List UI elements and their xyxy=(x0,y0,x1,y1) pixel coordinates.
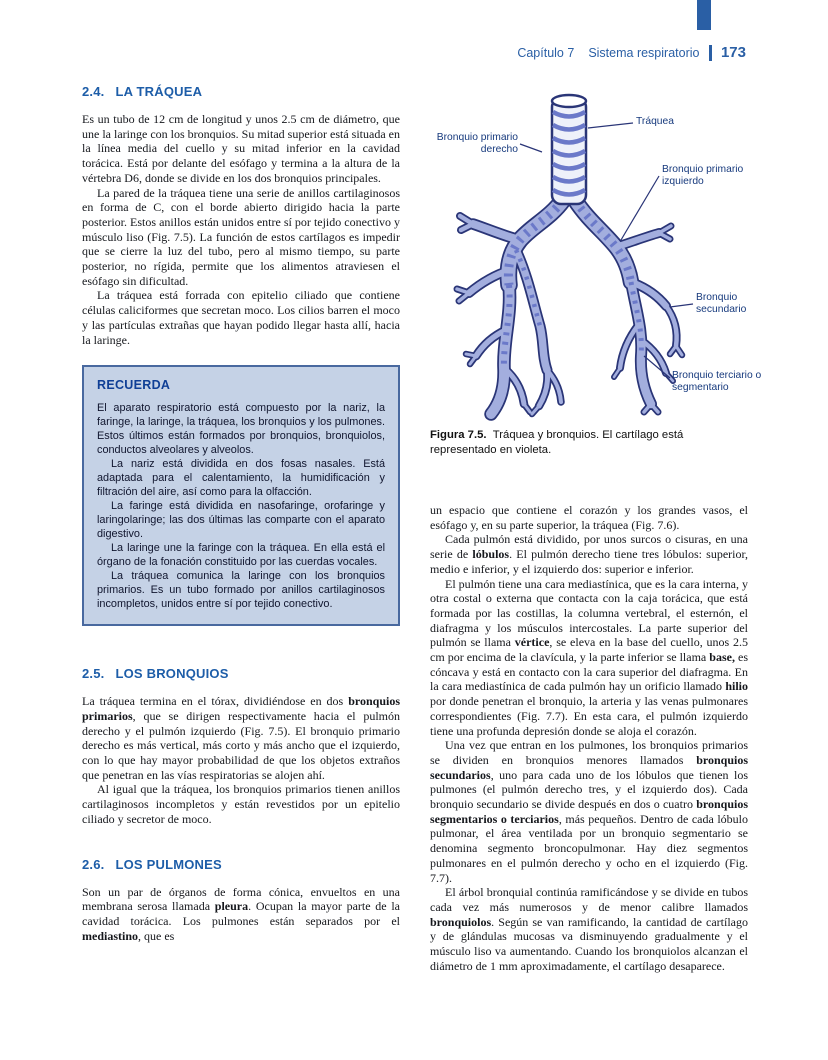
figure-caption xyxy=(430,428,748,457)
paragraph: El pulmón tiene una cara mediastínica, que es la cara interna, y otra costal o externa que contacta con la caja torácica, que está formada por las costillas, la columna vertebral, el esternón, el diafragma y los músculos intercostales. La parte superior del pulmón se llama vértice, se eleva en la base del cuello, unos 2.5 cm por encima de la clavícula, y la parte inferior se llama base, es cóncava y está en contacto con la cara superior del diafragma. En la cara mediastínica de cada pulmón hay un orificio llamado hilio por donde penetran el bronquio, la arteria y las venas pulmonares correspondientes (Fig. 7.7). En esta cara, el pulmón izquierdo tiene una profunda depresión donde se aloja el corazón. xyxy=(430,576,748,738)
header-section-title: Sistema respiratorio xyxy=(588,45,700,60)
heading-title: LOS PULMONES xyxy=(115,856,222,872)
paragraph: La pared de la tráquea tiene una serie de anillos cartilaginosos en forma de C, con el borde abierto dirigido hacia la parte posterior. Estos anillos están unidos entre sí por tejido conectivo y músculo liso (Fig. 7.5). La función de estos cartílagos es impedir que se cierre la luz del tubo, pero al mismo tiempo, su parte posterior, no rígida, permite que los alimentos atraviesen el esófago sin dificultad. xyxy=(82,185,400,288)
recuerda-paragraph: La laringe une la faringe con la tráquea. En ella está el órgano de la fonación constituido por las cuerdas vocales. xyxy=(97,542,385,569)
figure-label-secondary-bronchus: Bronquio secundario xyxy=(696,292,747,315)
paragraph: La tráquea está forrada con epitelio ciliado que contiene células caliciformes que secretan moco. Los cilios barren el moco y las partículas extrañas que hayan podido llegar hasta allí, hacia la laringe. xyxy=(82,288,400,347)
section-los-bronquios xyxy=(82,666,400,826)
figure-caption-label: Figura 7.5. xyxy=(430,429,487,441)
paragraph: La tráquea termina en el tórax, dividiéndose en dos bronquios primarios, que se dirigen respectivamente hacia el pulmón derecho y el pulmón izquierdo (Fig. 7.5). El bronquio primario derecho es más vertical, más corto y más ancho que el izquierdo, con lo que hay mayor probabilidad de que los objetos extraños que penetran en las vías respiratorias se alojen ahí. xyxy=(82,694,400,782)
right-column-text xyxy=(430,503,748,974)
header-separator-rule xyxy=(709,45,712,61)
chapter-tab-marker xyxy=(697,0,711,30)
recuerda-paragraph: El aparato respiratorio está compuesto por la nariz, la faringe, la laringe, la tráquea, los bronquios y los pulmones. Estos últimos están formados por bronquios, bronquiolos, conductos alveolares y alveolos. xyxy=(97,402,385,457)
paragraph: Al igual que la tráquea, los bronquios primarios tienen anillos cartilaginosos incompletos y están revestidos por un epitelio ciliado y secretor de moco. xyxy=(82,782,400,826)
figure-artwork xyxy=(430,92,762,424)
header-chapter: Capítulo 7 xyxy=(517,45,575,60)
trachea-tube xyxy=(552,95,586,204)
heading-title: LA TRÁQUEA xyxy=(115,84,203,99)
paragraph: Una vez que entran en los pulmones, los bronquios primarios se dividen en bronquios menores llamados bronquios secundarios, uno para cada uno de los lóbulos que tienen los pulmones (el pulmón derecho tres, y el izquierdo dos). Cada bronquio secundario se divide después en dos o cuatro bronquios segmentarios o terciarios, más pequeños. Dentro de cada lóbulo pulmonar, el área ventilada por un bronquio segmentario se denomina segmento broncopulmonar. Hay diez segmentos pulmonares en el pulmón derecho y ocho en el izquierdo (Fig. 7.7). xyxy=(430,738,748,885)
section-heading-2-5 xyxy=(82,666,400,681)
running-header xyxy=(517,44,746,61)
figure-label-trachea: Tráquea xyxy=(636,116,674,127)
left-column xyxy=(82,84,400,943)
recuerda-paragraph: La nariz está dividida en dos fosas nasales. Está adaptada para el calentamiento, la humidificación y filtración del aire, así como para la olfacción. xyxy=(97,458,385,499)
figure-caption-text: Tráquea y bronquios. El cartílago está representado en violeta. xyxy=(430,429,684,456)
heading-title: LOS BRONQUIOS xyxy=(115,666,229,682)
recuerda-paragraph: La faringe está dividida en nasofaringe, orofaringe y laringolaringe; las dos últimas las comparte con el aparato digestivo. xyxy=(97,500,385,541)
heading-number: 2.5. xyxy=(82,666,105,682)
figure-label-right-primary-bronchus: Bronquio primario derecho xyxy=(436,132,518,155)
section-los-pulmones xyxy=(82,857,400,944)
section-la-traquea xyxy=(82,84,400,347)
recuerda-title: RECUERDA xyxy=(97,378,171,393)
figure-label-tertiary-bronchus: Bronquio terciario o segmentario xyxy=(672,370,762,393)
figure-label-left-primary-bronchus: Bronquio primario izquierdo xyxy=(662,164,744,187)
page-number: 173 xyxy=(720,44,746,61)
heading-number: 2.4. xyxy=(82,84,105,99)
paragraph: un espacio que contiene el corazón y los grandes vasos, el esófago y, en su parte superior, la tráquea (Fig. 7.6). xyxy=(430,503,748,532)
figure-7-5 xyxy=(430,92,762,457)
recuerda-box xyxy=(82,365,400,626)
paragraph: Son un par de órganos de forma cónica, envueltos en una membrana serosa llamada pleura. Ocupan la mayor parte de la cavidad torácica. Los pulmones están separados por el mediastino, que es xyxy=(82,884,400,943)
heading-number: 2.6. xyxy=(82,856,105,872)
paragraph: El árbol bronquial continúa ramificándose y se divide en tubos cada vez más numerosos y de menor calibre llamados bronquiolos. Según se van ramificando, la cantidad de cartílago y de glándulas mucosas va disminuyendo gradualmente y el músculo liso va aumentando. Cuando los bronquiolos alcanzan el diámetro de 1 mm aproximadamente, el cartílago desaparece. xyxy=(430,885,748,973)
section-heading-2-6 xyxy=(82,857,400,872)
recuerda-paragraph: La tráquea comunica la laringe con los bronquios primarios. Es un tubo formado por anillos cartilaginosos incompletos, unidos entre sí por tejido conectivo. xyxy=(97,570,385,611)
section-heading-2-4 xyxy=(82,84,400,99)
paragraph: Cada pulmón está dividido, por unos surcos o cisuras, en una serie de lóbulos. El pulmón derecho tiene tres lóbulos: superior, medio e inferior, y el izquierdo dos: superior e inferior. xyxy=(430,532,749,576)
right-column xyxy=(430,92,762,974)
paragraph: Es un tubo de 12 cm de longitud y unos 2.5 cm de diámetro, que une la laringe con los bronquios. Su mitad superior está situada en la línea media del cuello y su mitad inferior en la cavidad torácica. Está por delante del esófago y termina a la altura de la vértebra D6, donde se divide en los dos bronquios principales. xyxy=(82,112,400,185)
